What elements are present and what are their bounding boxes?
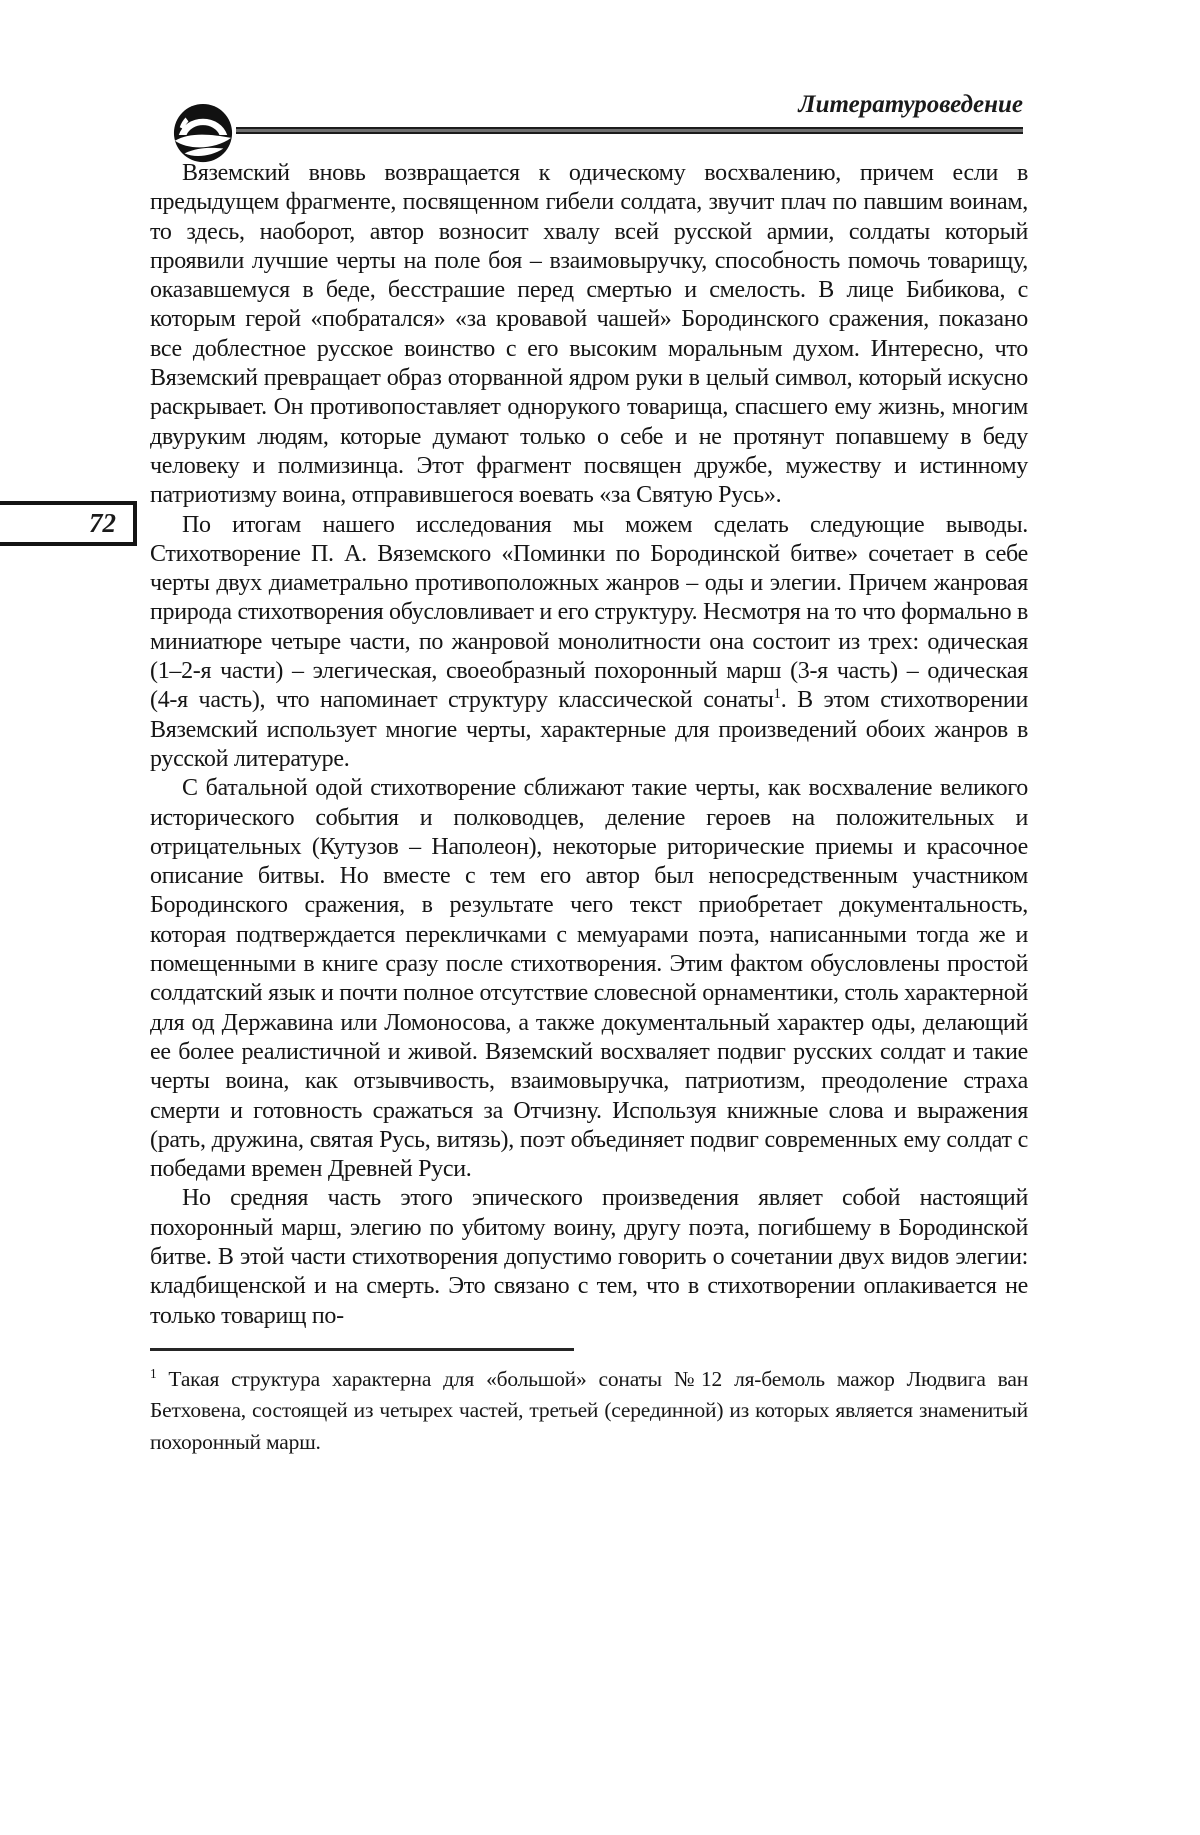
paragraph-1: Вяземский вновь возвращается к одическому восхвалению, причем если в предыдущем фрагменте, посвященном гибели солдата, звучит плач по павшим воинам, то здесь, наоборот, автор возносит хвалу всей русской армии, солдаты который проявили лучшие черты на поле боя – взаимовыручку, способность помочь товарищу, оказавшемуся в беде, бесстрашие перед смертью и смелость. В лице Бибикова, с которым герой «побратался» «за кровавой чашей» Бородинского сражения, показано все доблестное русское воинство с его высоким моральным духом. Интересно, что Вяземский превращает образ оторванной ядром руки в целый символ, который искусно раскрывает. Он противопоставляет однорукого товарища, спасшего ему жизнь, многим двуруким людям, которые думают только о себе и не протянут попавшему в беду человеку и полмизинца. Этот фрагмент посвящен дружбе, мужеству и истинному патриотизму воина, отправившегося воевать «за Святую Русь». xyxy=(150,160,1028,509)
paragraph-2 xyxy=(150,511,1028,775)
page-number: 72 xyxy=(89,508,116,538)
main-text-column xyxy=(150,159,1028,1458)
publisher-logo-icon xyxy=(172,102,234,164)
header-double-rule xyxy=(236,127,1023,134)
page-number-box xyxy=(0,501,137,546)
footnote-reference-mark: 1 xyxy=(773,686,781,703)
footnote-text xyxy=(150,1364,1028,1459)
paragraph-2-continuation: . В этом стихотворении Вяземский использует многие черты, характерные для произведений обоих жанров в русской литературе. xyxy=(150,687,1028,772)
paragraph-2-text: По итогам нашего исследования мы можем сделать следующие выводы. Стихотворение П. А. Вяземского «Поминки по Бородинской битве» сочетает в себе черты двух диаметрально противоположных жанров – оды и элегии. Причем жанровая природа стихотворения обусловливает и его структуру. Несмотря на то что формально в миниатюре четыре части, по жанровой монолитности она состоит из трех: одическая (1–2-я части) – элегическая, своеобразный похоронный марш (3-я часть) – одическая (4-я часть), что напоминает структуру классической сонаты xyxy=(150,511,1028,714)
footnote-area xyxy=(150,1348,1028,1459)
footnote-marker: 1 xyxy=(150,1365,157,1381)
paragraph-4: Но средняя часть этого эпического произведения являет собой настоящий похоронный марш, элегию по убитому воину, другу поэта, погибшему в Бородинской битве. В этой части стихотворения допустимо говорить о сочетании двух видов элегии: кладбищенской и на смерть. Это связано с тем, что в стихотворении оплакивается не только товарищ по- xyxy=(150,1185,1028,1329)
footnote-separator-rule xyxy=(150,1348,574,1351)
running-head-section-title: Литературоведение xyxy=(798,91,1023,118)
paragraph-3: С батальной одой стихотворение сближают такие черты, как восхваление великого исторического события и полководцев, деление героев на положительных и отрицательных (Кутузов – Наполеон), некоторые риторические приемы и красочное описание битвы. Но вместе с тем его автор был непосредственным участником Бородинского сражения, в результате чего текст приобретает документальность, которая подтверждается перекличками с мемуарами поэта, написанными тогда же и помещенными в книге сразу после стихотворения. Этим фактом обусловлены простой солдатский язык и почти полное отсутствие словесной орнаментики, столь характерной для од Державина или Ломоносова, а также документальный характер оды, делающий ее более реалистичной и живой. Вяземский восхваляет подвиг русских солдат и такие черты воина, как отзывчивость, взаимовыручка, патриотизм, преодоление страха смерти и готовность сражаться за Отчизну. Используя книжные слова и выражения (рать, дружина, святая Русь, витязь), поэт объединяет подвиг современных ему солдат с победами времен Древней Руси. xyxy=(150,775,1028,1183)
footnote-body: Такая структура характерна для «большой» сонаты №12 ля-бемоль мажор Людвига ван Бетховена, состоящей из четырех частей, третьей (серединной) из которых является знаменитый похоронный марш. xyxy=(150,1366,1028,1454)
